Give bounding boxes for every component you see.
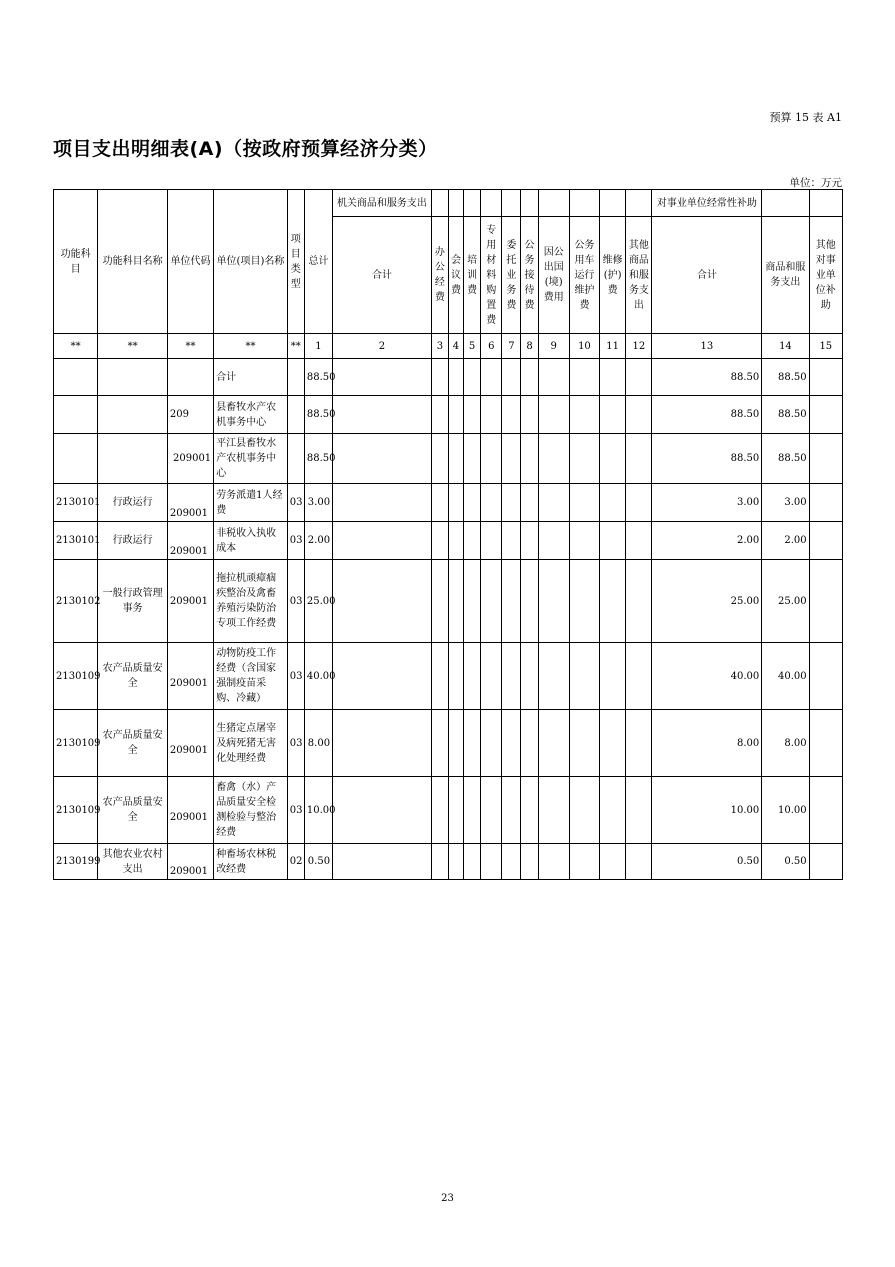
subsidy-total-cell: 40.00 — [652, 643, 762, 710]
table-row — [54, 484, 843, 522]
type-cell — [287, 434, 304, 484]
index-cell: 1 — [304, 334, 332, 359]
func-name-cell: 一般行政管理事务 — [98, 560, 168, 643]
subsidy-total-cell: 25.00 — [652, 560, 762, 643]
index-cell: ** — [54, 334, 98, 359]
index-cell: ** — [167, 334, 213, 359]
subsidy-total-cell: 88.50 — [652, 434, 762, 484]
index-cell: 15 — [809, 334, 842, 359]
index-cell: 9 — [538, 334, 569, 359]
func-name-cell: 行政运行 — [98, 522, 168, 560]
subsidy-goods-cell: 2.00 — [762, 522, 809, 560]
subsidy-total-cell: 8.00 — [652, 710, 762, 777]
subsidy-goods-cell: 88.50 — [762, 396, 809, 434]
subsidy-total-cell: 10.00 — [652, 777, 762, 844]
page-number: 23 — [441, 1193, 454, 1204]
unit-name-cell: 拖拉机顽瘴痼疾整治及禽畜养殖污染防治专项工作经费 — [214, 560, 288, 643]
col-repair: 维修(护)费 — [600, 217, 626, 334]
subsidy-goods-cell: 25.00 — [762, 560, 809, 643]
group-goods-services: 机关商品和服务支出 — [333, 190, 432, 217]
col-subsidy-other: 其他对事业单位补助 — [809, 217, 842, 334]
unit-name-cell: 县畜牧水产农机事务中心 — [214, 396, 288, 434]
table-row — [54, 710, 843, 777]
func-name-cell: 农产品质量安全 — [98, 643, 168, 710]
index-cell: 12 — [626, 334, 652, 359]
col-project-type: 项目类型 — [287, 190, 304, 334]
total-cell: 2.00 — [304, 522, 332, 560]
table-row — [54, 777, 843, 844]
unit-code-cell: 209001 — [167, 560, 213, 643]
index-cell: ** — [214, 334, 288, 359]
type-cell: 03 — [287, 522, 304, 560]
index-cell: 3 — [431, 334, 448, 359]
page-title: 项目支出明细表(A)（按政府预算经济分类） — [53, 138, 438, 160]
col-reception: 公务接待费 — [521, 217, 538, 334]
subsidy-total-cell: 88.50 — [652, 359, 762, 396]
func-code-cell: 2130109 — [54, 777, 98, 844]
table-row — [54, 560, 843, 643]
subsidy-goods-cell: 10.00 — [762, 777, 809, 844]
subsidy-total-cell: 88.50 — [652, 396, 762, 434]
func-code-cell: 2130101 — [54, 484, 98, 522]
func-name-cell — [98, 396, 168, 434]
total-cell: 10.00 — [304, 777, 332, 844]
subsidy-total-cell: 3.00 — [652, 484, 762, 522]
col-subtotal: 合计 — [333, 217, 432, 334]
table-row — [54, 359, 843, 396]
total-cell: 88.50 — [304, 396, 332, 434]
func-code-cell: 2130101 — [54, 522, 98, 560]
func-code-cell: 2130199 — [54, 844, 98, 880]
index-cell: 5 — [464, 334, 481, 359]
group-institution-subsidy: 对事业单位经常性补助 — [652, 190, 762, 217]
index-cell: 8 — [521, 334, 538, 359]
col-other-goods: 其他商品和服务支出 — [626, 217, 652, 334]
unit-code-cell: 209001 — [167, 710, 213, 777]
unit-code-cell: 209001 — [167, 522, 213, 560]
type-cell: 03 — [287, 777, 304, 844]
col-unit-code: 单位代码 — [167, 190, 213, 334]
table-row — [54, 434, 843, 484]
total-cell: 8.00 — [304, 710, 332, 777]
subsidy-goods-cell: 0.50 — [762, 844, 809, 880]
func-code-cell: 2130102 — [54, 560, 98, 643]
index-cell: 7 — [502, 334, 521, 359]
func-name-cell: 其他农业农村支出 — [98, 844, 168, 880]
unit-code-cell: 209001 — [167, 777, 213, 844]
col-unit-name: 单位(项目)名称 — [214, 190, 288, 334]
col-office: 办公经费 — [431, 217, 448, 334]
type-cell — [287, 359, 304, 396]
unit-code-cell: 209 — [167, 396, 213, 434]
unit-name-cell: 畜禽（水）产品质量安全检测检验与整治经费 — [214, 777, 288, 844]
func-code-cell — [54, 396, 98, 434]
unit-name-cell: 平江县畜牧水产农机事务中心 — [214, 434, 288, 484]
table-row — [54, 396, 843, 434]
index-cell: 6 — [481, 334, 502, 359]
col-abroad: 因公出国(境)费用 — [538, 217, 569, 334]
type-cell: 02 — [287, 844, 304, 880]
subsidy-goods-cell: 3.00 — [762, 484, 809, 522]
total-cell: 25.00 — [304, 560, 332, 643]
table-code: 预算 15 表 A1 — [769, 111, 842, 124]
type-cell: 03 — [287, 560, 304, 643]
unit-name-cell: 劳务派遣1人经费 — [214, 484, 288, 522]
table-row — [54, 522, 843, 560]
func-code-cell — [54, 359, 98, 396]
index-cell: 2 — [333, 334, 432, 359]
func-name-cell: 农产品质量安全 — [98, 710, 168, 777]
unit-label: 单位：万元 — [789, 177, 842, 189]
table-row — [54, 643, 843, 710]
func-code-cell: 2130109 — [54, 710, 98, 777]
index-cell: 13 — [652, 334, 762, 359]
total-cell: 40.00 — [304, 643, 332, 710]
col-subsidy-goods: 商品和服务支出 — [762, 217, 809, 334]
subsidy-goods-cell: 8.00 — [762, 710, 809, 777]
index-cell: ** — [287, 334, 304, 359]
subsidy-total-cell: 0.50 — [652, 844, 762, 880]
subsidy-goods-cell: 88.50 — [762, 434, 809, 484]
index-cell: 11 — [600, 334, 626, 359]
unit-name-cell: 非税收入执收成本 — [214, 522, 288, 560]
unit-name-cell: 动物防疫工作经费（含国家强制疫苗采购、冷藏） — [214, 643, 288, 710]
col-meeting: 会议费 — [448, 217, 463, 334]
type-cell: 03 — [287, 643, 304, 710]
col-total: 总计 — [304, 190, 332, 334]
unit-code-cell — [167, 359, 213, 396]
total-cell: 88.50 — [304, 434, 332, 484]
index-cell: 14 — [762, 334, 809, 359]
func-name-cell: 农产品质量安全 — [98, 777, 168, 844]
type-cell: 03 — [287, 484, 304, 522]
unit-code-cell: 209001 — [167, 844, 213, 880]
index-cell: 4 — [448, 334, 463, 359]
col-vehicle: 公务用车运行维护费 — [569, 217, 599, 334]
unit-code-cell: 209001 — [167, 484, 213, 522]
func-name-cell: 行政运行 — [98, 484, 168, 522]
index-cell: 10 — [569, 334, 599, 359]
func-name-cell — [98, 434, 168, 484]
table-row — [54, 844, 843, 880]
total-cell: 3.00 — [304, 484, 332, 522]
subsidy-total-cell: 2.00 — [652, 522, 762, 560]
col-entrusted: 委托业务费 — [502, 217, 521, 334]
subsidy-goods-cell: 40.00 — [762, 643, 809, 710]
unit-name-cell: 合计 — [214, 359, 288, 396]
col-materials: 专用材料购置费 — [481, 217, 502, 334]
unit-code-cell: 209001 — [167, 434, 213, 484]
col-subsidy-total: 合计 — [652, 217, 762, 334]
unit-name-cell: 生猪定点屠宰及病死猪无害化处理经费 — [214, 710, 288, 777]
col-training: 培训费 — [464, 217, 481, 334]
total-cell: 88.50 — [304, 359, 332, 396]
subsidy-goods-cell: 88.50 — [762, 359, 809, 396]
unit-code-cell: 209001 — [167, 643, 213, 710]
type-cell: 03 — [287, 710, 304, 777]
unit-name-cell: 种畜场农林税改经费 — [214, 844, 288, 880]
func-code-cell: 2130109 — [54, 643, 98, 710]
index-row — [54, 334, 843, 359]
index-cell: ** — [98, 334, 168, 359]
col-func-name: 功能科目名称 — [98, 190, 168, 334]
project-expenditure-table — [53, 189, 843, 880]
total-cell: 0.50 — [304, 844, 332, 880]
col-func-code: 功能科目 — [54, 190, 98, 334]
type-cell — [287, 396, 304, 434]
func-name-cell — [98, 359, 168, 396]
func-code-cell — [54, 434, 98, 484]
